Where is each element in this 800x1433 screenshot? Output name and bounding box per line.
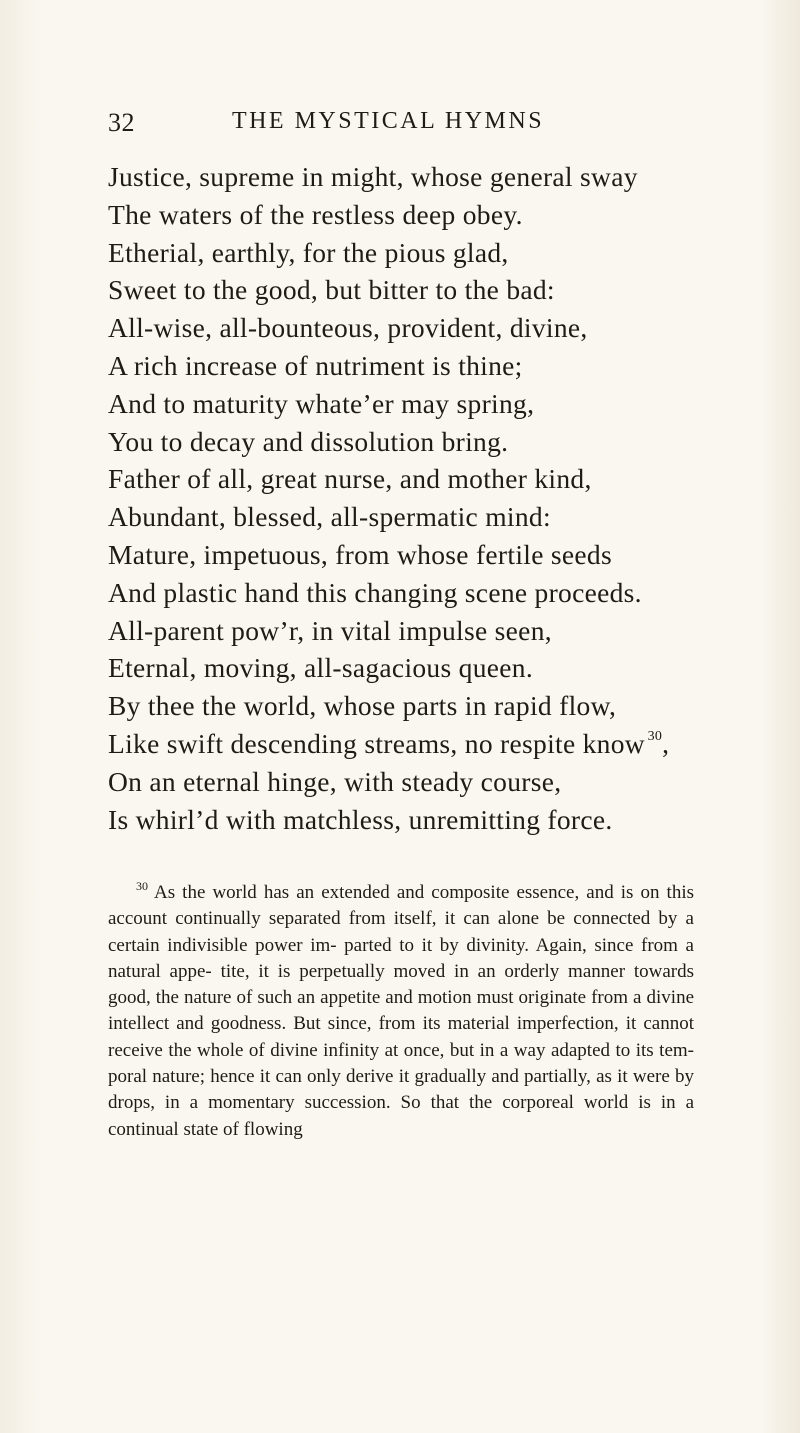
verse-line: Mature, impetuous, from whose fertile seeds: [108, 538, 612, 570]
verse-line: Sweet to the good, but bitter to the bad:: [108, 274, 555, 306]
footnote: [108, 880, 694, 1143]
verse-line: Is whirl’d with matchless, unremitting force.: [108, 803, 613, 835]
footnote-text: As the world has an extended and composite essence, and is on this account continually separated from itself, it can alone be connected by a certain indivisible power im- parted to it by divinity. Again, since from a natural appe- tite, it is perpetually moved in an orderly manner towards good, the nature of such an appetite and motion must originate from a divine intellect and goodness. But since, from its material imperfection, it cannot receive the whole of divine infinity at once, but in a way adapted to its tem- poral nature; hence it can only derive it gradually and partially, as it were by drops, in a momentary succession. So that the corporeal world is in a continual state of flowing: [108, 882, 695, 1140]
verse-line: Eternal, moving, all-sagacious queen.: [108, 652, 533, 684]
verse-line: By thee the world, whose parts in rapid flow,: [108, 690, 617, 722]
verse-line: Abundant, blessed, all-spermatic mind:: [108, 501, 551, 533]
verse-line: And plastic hand this changing scene proceeds.: [108, 576, 642, 608]
verse-line: Justice, supreme in might, whose general sway: [108, 161, 638, 192]
page-header: [108, 108, 668, 148]
verse-line: All-wise, all-bounteous, provident, divine,: [108, 312, 588, 344]
verse-line-punctuation: ,: [662, 727, 670, 759]
verse-line-with-footnote: [108, 725, 748, 763]
hymn-verse: [108, 158, 748, 838]
verse-line: You to decay and dissolution bring.: [108, 425, 509, 457]
verse-line: Father of all, great nurse, and mother kind,: [108, 463, 592, 495]
running-title: THE MYSTICAL HYMNS: [231, 108, 545, 134]
page-number: 32: [108, 108, 135, 137]
verse-line: Etherial, earthly, for the pious glad,: [108, 236, 509, 268]
verse-line: On an eternal hinge, with steady course,: [108, 765, 562, 797]
verse-line: All-parent pow’r, in vital impulse seen,: [108, 614, 552, 646]
verse-line: A rich increase of nutriment is thine;: [108, 349, 523, 381]
verse-line: And to maturity whate’er may spring,: [108, 387, 535, 419]
verse-line: The waters of the restless deep obey.: [108, 198, 523, 230]
verse-line-text: Like swift descending streams, no respite know: [108, 727, 645, 759]
footnote-marker: 30: [136, 879, 148, 893]
footnote-reference[interactable]: 30: [647, 728, 663, 744]
